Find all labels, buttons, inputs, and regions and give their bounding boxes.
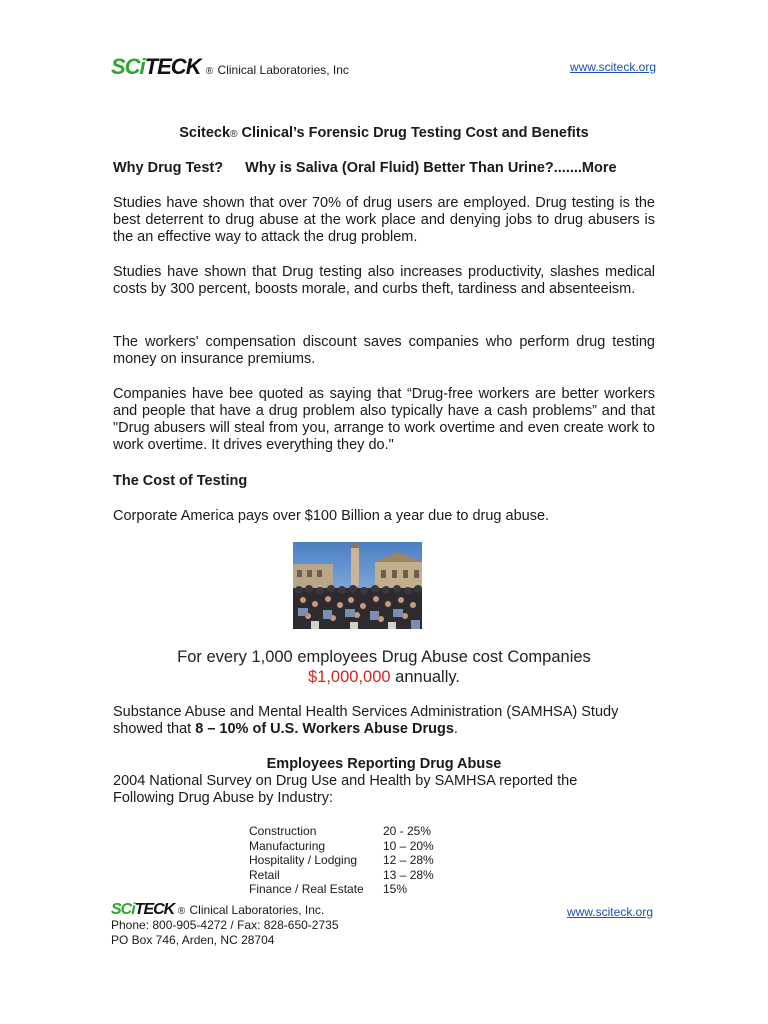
saliva-vs-urine-link[interactable]: Why is Saliva (Oral Fluid) Better Than Urine?.......More: [245, 160, 617, 176]
cost-text: Corporate America pays over $100 Billion a year due to drug abuse.: [113, 508, 550, 524]
footer-logo-green-text: SCi: [111, 901, 135, 918]
highlight-suffix: annually.: [390, 668, 460, 686]
survey-heading: Employees Reporting Drug Abuse: [266, 756, 502, 772]
paragraph-productivity: Studies have shown that Drug testing also increases productivity, slashes medical costs by 300 percent, boosts morale, and curbs theft, tardiness and absenteeism.: [113, 264, 655, 297]
footer-company-name: Clinical Laboratories, Inc.: [189, 903, 325, 917]
footer: [111, 901, 656, 953]
footer-logo-black-text: TECK: [134, 901, 175, 918]
samhsa-bold-stat: 8 – 10% of U.S. Workers Abuse Drugs: [195, 721, 454, 737]
highlight-amount-line: [113, 667, 655, 687]
header-company-name: Clinical Laboratories, Inc: [217, 63, 349, 77]
title-text: Clinical’s Forensic Drug Testing Cost and Benefits: [237, 125, 589, 141]
footer-website-link[interactable]: www.sciteck.org: [566, 905, 653, 919]
paragraph-quotes: Companies have bee quoted as saying that “Drug-free workers are better workers and people that have a drug problem also typically have a cash problems” and that "Drug abusers will steal from you, arrange to work overtime and even create work to work overtime. It drives everything they do.": [113, 386, 655, 453]
footer-registered-mark: ®: [177, 906, 186, 917]
survey-intro: 2004 National Survey on Drug Use and Health by SAMHSA reported the Following Drug Abuse by Industry:: [113, 773, 578, 806]
industry-name: Finance / Real Estate: [249, 882, 364, 896]
samhsa-paragraph: [113, 704, 655, 738]
header: [111, 54, 656, 79]
footer-address: PO Box 746, Arden, NC 28704: [111, 933, 275, 947]
registered-mark: ®: [205, 66, 214, 77]
industry-name: Manufacturing: [249, 838, 326, 853]
title-brand: Sciteck: [179, 125, 231, 141]
subheading: [113, 160, 617, 176]
table-row: [249, 824, 434, 839]
page-title: [113, 125, 655, 141]
table-row: [249, 882, 434, 897]
industry-value: 13 – 28%: [383, 867, 434, 882]
title-reg-mark: ®: [230, 129, 238, 140]
industry-value: 10 – 20%: [383, 838, 434, 853]
sciteck-logo: [111, 54, 206, 79]
industry-name: Retail: [249, 867, 280, 882]
footer-sciteck-logo: [111, 901, 178, 918]
table-row: [249, 868, 434, 883]
highlight-amount: $1,000,000: [307, 668, 391, 686]
why-drug-test-heading: Why Drug Test?: [113, 160, 224, 176]
industry-value: 15%: [383, 882, 408, 896]
footer-phone: Phone: 800-905-4272 / Fax: 828-650-2735: [111, 918, 339, 932]
table-row: [249, 853, 434, 868]
crowd-photo: [293, 542, 422, 629]
table-row: [249, 839, 434, 854]
logo-black-text: TECK: [144, 54, 201, 79]
industry-name: Construction: [249, 824, 317, 838]
paragraph-compensation: The workers' compensation discount saves companies who perform drug testing money on insurance premiums.: [113, 334, 655, 367]
industry-table: [249, 824, 434, 897]
cost-highlight: [113, 647, 655, 687]
samhsa-end: .: [453, 721, 458, 737]
samhsa-text: Substance Abuse and Mental Health Services Administration (SAMHSA) Study showed that: [113, 704, 619, 737]
industry-name: Hospitality / Lodging: [249, 853, 358, 867]
paragraph-employed: Studies have shown that over 70% of drug users are employed. Drug testing is the best deterrent to drug abuse at the work place and denying jobs to drug abusers is the an effective way to attack the drug problem.: [113, 195, 655, 245]
highlight-line: For every 1,000 employees Drug Abuse cost Companies: [177, 648, 591, 666]
cost-heading: The Cost of Testing: [113, 473, 248, 489]
industry-value: 20 - 25%: [383, 824, 432, 838]
header-website-link[interactable]: www.sciteck.org: [569, 60, 656, 74]
industry-value: 12 – 28%: [383, 853, 434, 867]
crowd-photo-illustration: [293, 542, 422, 629]
logo-green-text: SCi: [111, 54, 145, 79]
